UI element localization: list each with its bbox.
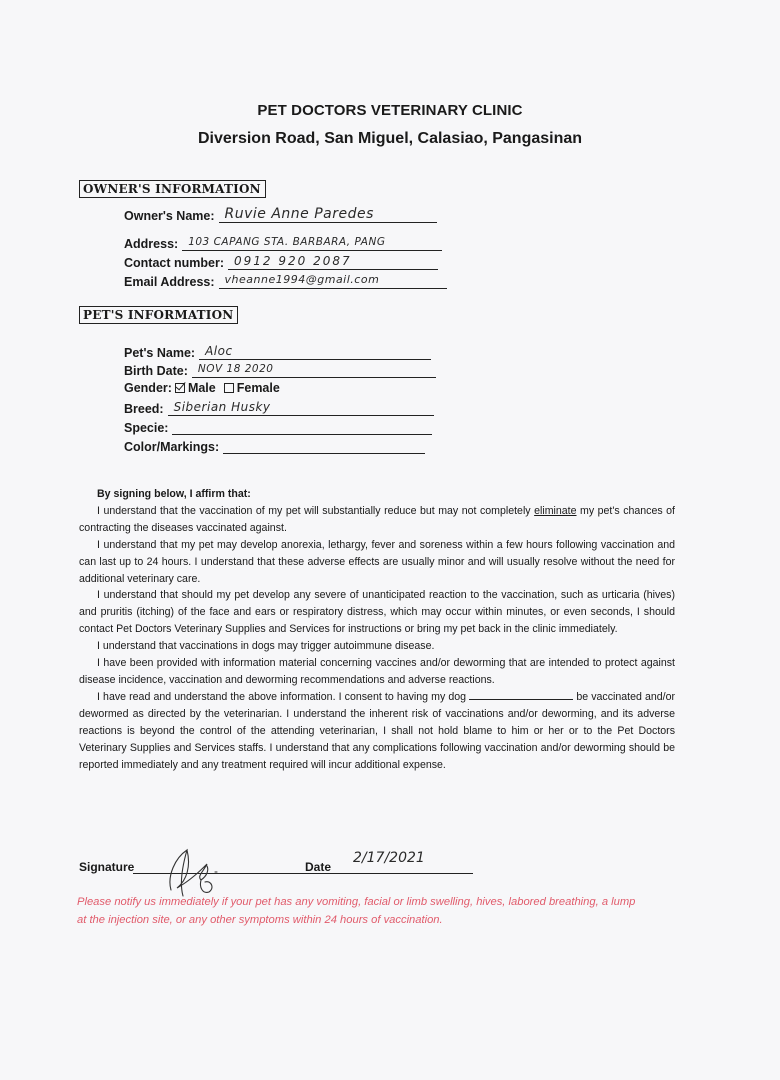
affirmation-paragraph-2: I understand that my pet may develop anorexia, lethargy, fever and soreness within a few hours following vaccination and can last up to 24 hours. I understand that these adverse effects are usually minor and will usually resolve without the need for additional veterinary care. bbox=[79, 538, 675, 585]
affirmation-paragraph-5: I have been provided with information material concerning vaccines and/or deworming that are intended to protect against disease incidence, vaccination and deworming recommendations and adverse reactions. bbox=[79, 657, 675, 686]
owner-address-value: 103 CAPANG STA. BARBARA, PANG bbox=[182, 234, 442, 251]
birth-date-field bbox=[124, 361, 436, 378]
owner-address-field bbox=[124, 234, 442, 251]
owner-email-value: vheanne1994@gmail.com bbox=[219, 272, 447, 289]
affirmation-block bbox=[79, 486, 675, 773]
affirmation-paragraph-4: I understand that vaccinations in dogs may trigger autoimmune disease. bbox=[97, 640, 435, 653]
breed-value: Siberian Husky bbox=[168, 399, 434, 416]
date-line bbox=[335, 873, 473, 874]
affirmation-p6-text: I have read and understand the above information. I consent to having my dog bbox=[97, 690, 467, 703]
clinic-name: PET DOCTORS VETERINARY CLINIC bbox=[257, 102, 523, 119]
date-value: 2/17/2021 bbox=[353, 850, 425, 866]
affirmation-paragraph-3: I understand that should my pet develop any severe of unanticipated reaction to the vaccination, such as urticaria (hives) and pruritis (itching) of the face and ears or respiratory distress, which may occur within minutes, or even seconds, I should contact Pet Doctors Veterinary Supplies and Services for instructions or bring my pet back in the clinic immediately. bbox=[79, 589, 675, 636]
color-markings-field bbox=[124, 437, 425, 454]
clinic-address: Diversion Road, San Miguel, Calasiao, Pangasinan bbox=[197, 130, 583, 147]
owner-email-field bbox=[124, 272, 447, 289]
signature-row bbox=[79, 850, 499, 880]
specie-label: Specie: bbox=[124, 421, 169, 435]
affirmation-p1-tail: my pet's chances of contracting the diseases vaccinated against. bbox=[79, 504, 675, 534]
affirmation-paragraph-1 bbox=[79, 503, 675, 537]
affirmation-heading: By signing below, I affirm that: bbox=[97, 488, 251, 500]
post-vaccination-notice: Please notify us immediately if your pet has any vomiting, facial or limb swelling, hives, labored breathing, a lump at the injection site, or any other symptoms within 24 hours of vaccination. bbox=[77, 896, 636, 926]
date-label: Date bbox=[305, 860, 332, 874]
affirmation-p6-tail: be vaccinated and/or dewormed as directed by the veterinarian. I understand the inherent risk of vaccinations and/or deworming, and its adverse reactions is beyond the control of the attending veterinarian, I shall not hold blame to him or her or to the Pet Doctors Veterinary Supplies and Services staffs. I understand that any complications following vaccination and/or deworming should be reported immediately and any treatment required will incur additional expense. bbox=[79, 690, 676, 771]
owner-contact-value: 0912 920 2087 bbox=[228, 253, 438, 270]
specie-value bbox=[172, 418, 432, 435]
birth-date-value: NOV 18 2020 bbox=[192, 361, 436, 378]
owner-contact-field bbox=[124, 253, 438, 270]
owner-section-title: OWNER'S INFORMATION bbox=[79, 180, 266, 198]
gender-label: Gender: bbox=[124, 381, 172, 395]
pet-section-title: PET'S INFORMATION bbox=[79, 306, 238, 324]
owner-address-label: Address: bbox=[124, 237, 179, 251]
breed-field bbox=[124, 399, 434, 416]
breed-label: Breed: bbox=[124, 402, 164, 416]
dog-name-blank bbox=[469, 689, 573, 700]
female-option-label: Female bbox=[236, 381, 280, 395]
gender-field bbox=[124, 381, 280, 395]
owner-name-value: Ruvie Anne Paredes bbox=[219, 206, 437, 223]
pet-name-label: Pet's Name: bbox=[124, 346, 196, 360]
pet-name-field bbox=[124, 343, 431, 360]
affirmation-paragraph-6 bbox=[79, 689, 675, 774]
signature-label: Signature bbox=[79, 860, 135, 874]
color-markings-label: Color/Markings: bbox=[124, 440, 220, 454]
male-checkbox[interactable] bbox=[175, 383, 185, 393]
pet-name-value: Aloc bbox=[199, 343, 431, 360]
affirmation-p1-text: I understand that the vaccination of my pet will substantially reduce but may not completely bbox=[97, 504, 531, 517]
male-option-label: Male bbox=[187, 381, 216, 395]
birth-date-label: Birth Date: bbox=[124, 364, 188, 378]
specie-field bbox=[124, 418, 432, 435]
owner-name-field bbox=[124, 206, 437, 223]
owner-name-label: Owner's Name: bbox=[124, 209, 215, 223]
female-checkbox[interactable] bbox=[224, 383, 234, 393]
owner-contact-label: Contact number: bbox=[124, 256, 224, 270]
owner-email-label: Email Address: bbox=[124, 275, 215, 289]
color-markings-value bbox=[223, 437, 425, 454]
handwritten-signature bbox=[157, 836, 237, 898]
affirmation-p1-underlined: eliminate bbox=[534, 504, 577, 517]
